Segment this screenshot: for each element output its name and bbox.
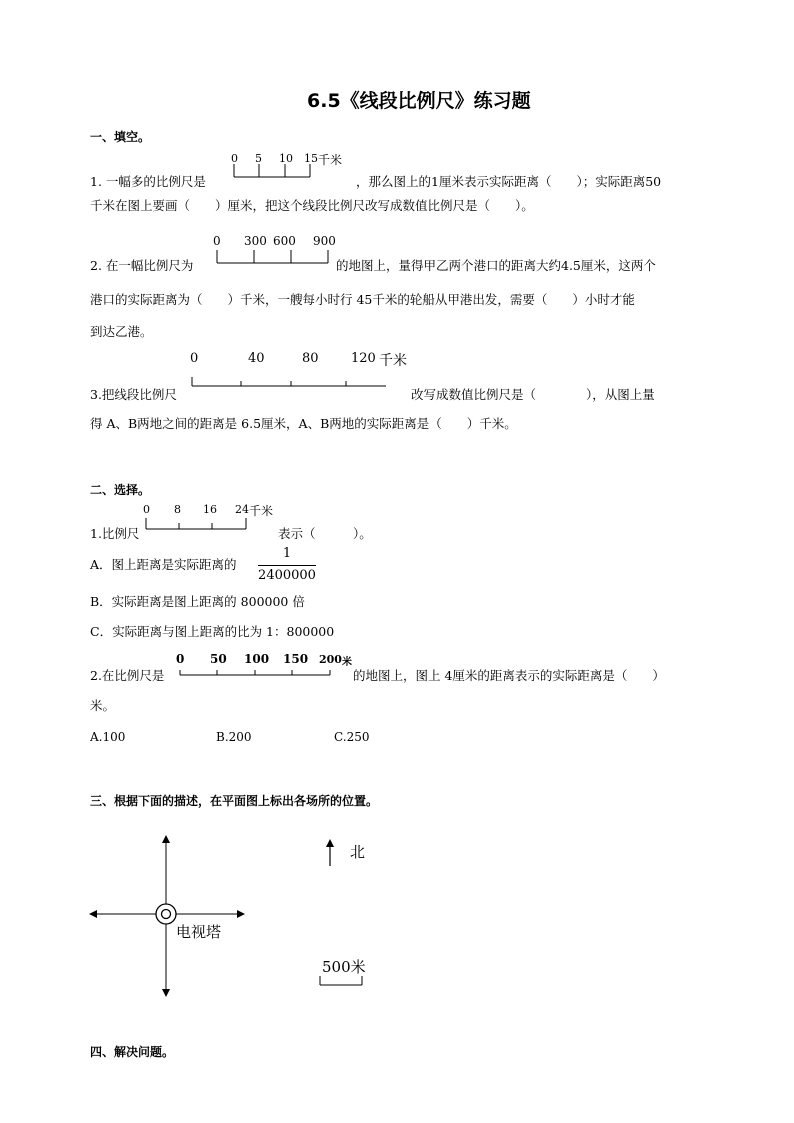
q1-line1-b: ，那么图上的1厘米表示实际距离（ ）；实际距离50 bbox=[356, 174, 662, 189]
section-3-heading: 三、根据下面的描述，在平面图上标出各场所的位置。 bbox=[90, 794, 379, 808]
s2q2-tick-50: 50 bbox=[210, 652, 227, 666]
q1-scale-unit: 千米 bbox=[318, 153, 343, 167]
q2-tick-900: 900 bbox=[313, 234, 336, 248]
q1-tick-5: 5 bbox=[255, 152, 262, 165]
s2q1-option-a: A．图上距离是实际距离的 bbox=[90, 557, 237, 572]
q2-line3: 到达乙港。 bbox=[90, 324, 153, 339]
q3-tick-80: 80 bbox=[302, 351, 319, 366]
s2q1-option-b: B．实际距离是图上距离的 800000 倍 bbox=[90, 594, 305, 609]
q3-line2: 得 A、B两地之间的距离是 6.5厘米，A、B两地的实际距离是（ ）千米。 bbox=[90, 416, 517, 431]
s2q2-option-c: C.250 bbox=[334, 730, 370, 744]
s2q2-scale-unit: 米 bbox=[342, 657, 352, 668]
map-scale-label: 500米 bbox=[322, 958, 366, 976]
s2q2-option-a: A.100 bbox=[90, 730, 126, 744]
q3-scale-unit: 千米 bbox=[379, 353, 407, 369]
s2q1-tick-24: 24 bbox=[235, 503, 249, 516]
tv-tower-icon bbox=[156, 904, 176, 924]
s2q1-line-b: 表示（ ）。 bbox=[278, 526, 372, 541]
q1-tick-0: 0 bbox=[231, 152, 238, 165]
s2q2-option-b: B.200 bbox=[216, 730, 252, 744]
q1-line1-a: 1. 一幅多的比例尺是 bbox=[90, 174, 206, 189]
s2q2-line2: 米。 bbox=[90, 698, 116, 713]
q3-line1-b: 改写成数值比例尺是（ ），从图上量 bbox=[411, 387, 655, 402]
s2q2-line1-b: 的地图上，图上 4厘米的距离表示的实际距离是（ ） bbox=[353, 668, 665, 683]
section-1-heading: 一、填空。 bbox=[90, 130, 151, 144]
section-2-heading: 二、选择。 bbox=[90, 483, 151, 497]
s2q1-scale-unit: 千米 bbox=[249, 504, 274, 518]
s2q1-fraction-denominator: 2400000 bbox=[258, 568, 316, 583]
q1-line2: 千米在图上要画（ ）厘米，把这个线段比例尺改写成数值比例尺是（ ）。 bbox=[90, 198, 534, 213]
s2q1-option-c: C．实际距离与图上距离的比为 1：800000 bbox=[90, 624, 335, 639]
s2q1-line-a: 1.比例尺 bbox=[90, 526, 140, 541]
q3-tick-120: 120 bbox=[351, 351, 376, 366]
q2-line1-a: 2. 在一幅比例尺为 bbox=[90, 258, 194, 273]
map-scale-bar bbox=[318, 974, 368, 988]
q2-line2: 港口的实际距离为（ ）千米，一艘每小时行 45千米的轮船从甲港出发，需要（ ）小时才能 bbox=[90, 292, 635, 307]
s2q1-fraction-numerator: 1 bbox=[282, 546, 292, 561]
q2-line1-b: 的地图上，量得甲乙两个港口的距离大约4.5厘米，这两个 bbox=[336, 258, 656, 273]
north-arrow-icon bbox=[322, 838, 342, 868]
s2q2-tick-100: 100 bbox=[244, 652, 270, 666]
q3-scale-bar bbox=[186, 374, 396, 394]
q3-line1-a: 3.把线段比例尺 bbox=[90, 387, 177, 402]
s2q1-tick-8: 8 bbox=[174, 503, 181, 516]
q2-tick-300: 300 bbox=[244, 234, 267, 248]
north-label: 北 bbox=[350, 843, 366, 861]
s2q1-fraction-bar bbox=[258, 565, 316, 566]
section-4-heading: 四、解决问题。 bbox=[90, 1045, 175, 1059]
q1-tick-15: 15 bbox=[304, 152, 318, 165]
q2-tick-600: 600 bbox=[273, 234, 296, 248]
s2q2-scale-bar bbox=[176, 664, 346, 684]
s2q2-line1-a: 2.在比例尺是 bbox=[90, 668, 165, 683]
page-title: 6.5《线段比例尺》练习题 bbox=[307, 90, 531, 112]
s2q2-tick-150: 150 bbox=[283, 652, 309, 666]
q3-tick-40: 40 bbox=[248, 351, 265, 366]
s2q1-tick-16: 16 bbox=[203, 503, 217, 516]
tv-tower-label: 电视塔 bbox=[176, 923, 222, 941]
tv-tower-cross bbox=[86, 832, 256, 1002]
s2q2-tick-0: 0 bbox=[176, 652, 185, 666]
s2q1-tick-0: 0 bbox=[143, 503, 150, 516]
s2q2-tick-200: 200 bbox=[319, 653, 342, 666]
q2-tick-0: 0 bbox=[213, 234, 221, 248]
q1-tick-10: 10 bbox=[279, 152, 293, 165]
q3-tick-0: 0 bbox=[190, 351, 199, 366]
